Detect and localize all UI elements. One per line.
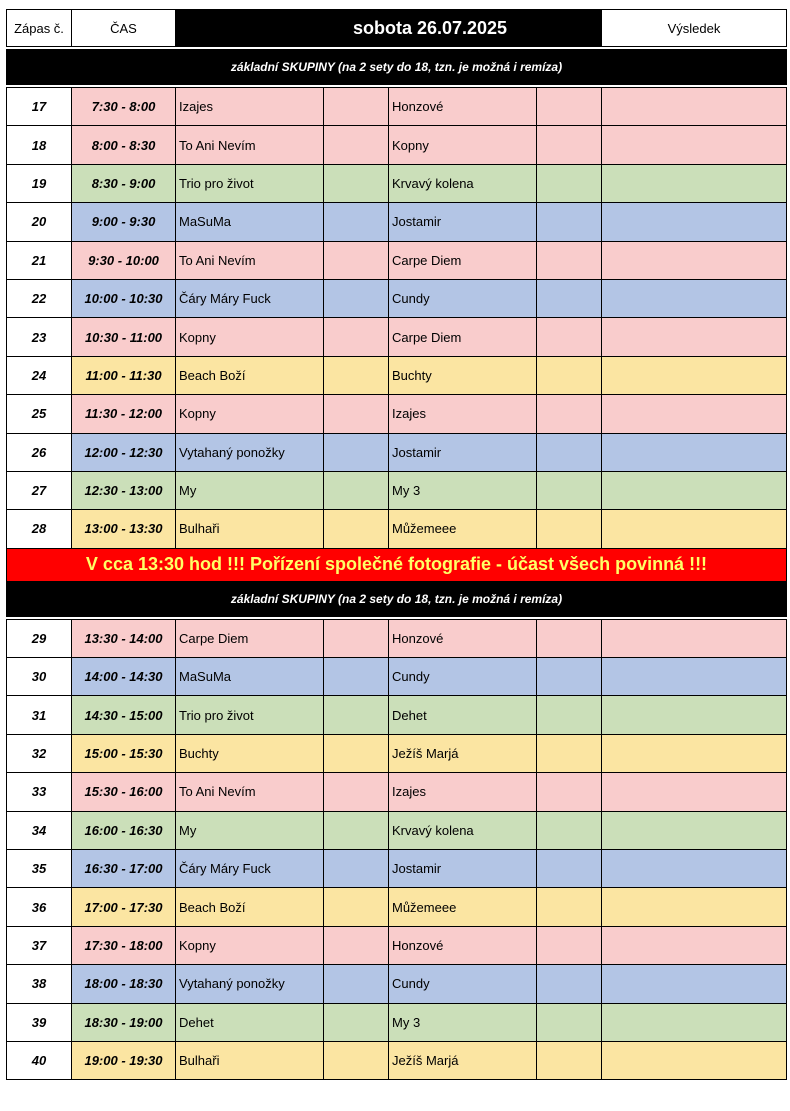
match-row [7,773,787,811]
team-home: Kopny [176,318,324,356]
score-home [324,696,389,734]
match-number: 18 [7,126,72,164]
match-number: 36 [7,888,72,926]
score-home [324,965,389,1003]
team-away: Dehet [389,696,537,734]
score-home [324,164,389,202]
match-time: 8:00 - 8:30 [72,126,176,164]
match-time: 9:30 - 10:00 [72,241,176,279]
team-away: Honzové [389,926,537,964]
score-home [324,126,389,164]
match-number: 23 [7,318,72,356]
score-home [324,433,389,471]
score-home [324,318,389,356]
match-time: 7:30 - 8:00 [72,88,176,126]
team-away: Jostamir [389,850,537,888]
match-time: 14:00 - 14:30 [72,658,176,696]
team-away: My 3 [389,471,537,509]
score-away [537,619,602,657]
section-header-row [7,50,787,85]
team-home: Beach Boží [176,888,324,926]
match-row [7,619,787,657]
score-away [537,734,602,772]
match-time: 13:30 - 14:00 [72,619,176,657]
team-home: MaSuMa [176,203,324,241]
team-away: Carpe Diem [389,241,537,279]
match-time: 12:00 - 12:30 [72,433,176,471]
score-home [324,279,389,317]
score-away [537,395,602,433]
match-number: 27 [7,471,72,509]
team-away: Cundy [389,965,537,1003]
match-time: 11:30 - 12:00 [72,395,176,433]
match-number: 21 [7,241,72,279]
match-result [602,164,787,202]
match-time: 15:30 - 16:00 [72,773,176,811]
match-result [602,926,787,964]
score-away [537,164,602,202]
match-result [602,850,787,888]
match-number: 20 [7,203,72,241]
match-time: 17:00 - 17:30 [72,888,176,926]
team-home: Trio pro život [176,696,324,734]
score-home [324,395,389,433]
match-time: 14:30 - 15:00 [72,696,176,734]
score-home [324,241,389,279]
score-home [324,734,389,772]
match-result [602,433,787,471]
match-row [7,696,787,734]
team-home: To Ani Nevím [176,773,324,811]
schedule-table [6,9,787,1080]
match-row [7,279,787,317]
match-row [7,510,787,548]
match-time: 11:00 - 11:30 [72,356,176,394]
date-title: sobota 26.07.2025 [324,10,537,47]
score-away [537,1003,602,1041]
team-home: Vytahaný ponožky [176,965,324,1003]
match-row [7,433,787,471]
score-home [324,619,389,657]
team-home: My [176,811,324,849]
match-row [7,395,787,433]
team-home: Čáry Máry Fuck [176,850,324,888]
score-home [324,203,389,241]
team-home: Carpe Diem [176,619,324,657]
result-header: Výsledek [602,10,787,47]
team-home: Bulhaři [176,510,324,548]
schedule-sheet [6,9,786,1080]
score-away [537,965,602,1003]
match-time: 16:30 - 17:00 [72,850,176,888]
match-row [7,318,787,356]
team-home: To Ani Nevím [176,126,324,164]
match-result [602,203,787,241]
team-away: Honzové [389,88,537,126]
match-number: 17 [7,88,72,126]
match-number: 38 [7,965,72,1003]
team-away: Ježíš Marjá [389,734,537,772]
score-home [324,811,389,849]
team-home: My [176,471,324,509]
match-time: 17:30 - 18:00 [72,926,176,964]
team-home: Kopny [176,926,324,964]
score-away [537,510,602,548]
team-away: Carpe Diem [389,318,537,356]
match-row [7,965,787,1003]
match-time: 8:30 - 9:00 [72,164,176,202]
match-number: 25 [7,395,72,433]
match-row [7,356,787,394]
score-away [537,811,602,849]
match-number: 26 [7,433,72,471]
match-result [602,888,787,926]
score-away [537,126,602,164]
match-time: 18:30 - 19:00 [72,1003,176,1041]
time-header: ČAS [72,10,176,47]
match-number: 22 [7,279,72,317]
team-away: Můžemeee [389,510,537,548]
team-home: Beach Boží [176,356,324,394]
match-row [7,126,787,164]
team-away: Krvavý kolena [389,164,537,202]
team-home: Čáry Máry Fuck [176,279,324,317]
match-result [602,318,787,356]
match-row [7,241,787,279]
match-row [7,811,787,849]
match-row [7,658,787,696]
match-number: 37 [7,926,72,964]
match-result [602,619,787,657]
match-time: 10:30 - 11:00 [72,318,176,356]
match-result [602,811,787,849]
match-number: 30 [7,658,72,696]
match-result [602,773,787,811]
score-away [537,926,602,964]
match-row [7,888,787,926]
score-home [324,510,389,548]
team-away: Krvavý kolena [389,811,537,849]
score-home [324,1003,389,1041]
team-home: Izajes [176,88,324,126]
header-spacer [176,10,324,47]
match-row [7,1003,787,1041]
score-away [537,433,602,471]
match-result [602,279,787,317]
match-result [602,510,787,548]
match-result [602,734,787,772]
match-time: 13:00 - 13:30 [72,510,176,548]
match-row [7,203,787,241]
team-away: Jostamir [389,433,537,471]
match-number: 40 [7,1041,72,1079]
match-result [602,1041,787,1079]
match-result [602,88,787,126]
match-row [7,1041,787,1079]
score-away [537,356,602,394]
score-away [537,279,602,317]
match-number: 24 [7,356,72,394]
team-home: Buchty [176,734,324,772]
score-home [324,471,389,509]
match-number: 19 [7,164,72,202]
match-row [7,734,787,772]
match-row [7,88,787,126]
score-away [537,696,602,734]
match-time: 15:00 - 15:30 [72,734,176,772]
team-away: Cundy [389,658,537,696]
match-row [7,850,787,888]
team-away: Kopny [389,126,537,164]
team-away: Izajes [389,773,537,811]
section-title: základní SKUPINY (na 2 sety do 18, tzn. je možná i remíza) [7,581,787,616]
team-home: Bulhaři [176,1041,324,1079]
score-home [324,88,389,126]
match-result [602,696,787,734]
score-home [324,850,389,888]
score-home [324,926,389,964]
score-home [324,356,389,394]
match-number-header: Zápas č. [7,10,72,47]
score-away [537,241,602,279]
score-away [537,850,602,888]
team-away: Honzové [389,619,537,657]
score-home [324,773,389,811]
match-number: 33 [7,773,72,811]
score-away [537,88,602,126]
section-title: základní SKUPINY (na 2 sety do 18, tzn. je možná i remíza) [7,50,787,85]
match-time: 19:00 - 19:30 [72,1041,176,1079]
match-row [7,164,787,202]
match-result [602,1003,787,1041]
score-away [537,658,602,696]
match-number: 34 [7,811,72,849]
team-away: Ježíš Marjá [389,1041,537,1079]
score-away [537,471,602,509]
team-away: Cundy [389,279,537,317]
team-home: Vytahaný ponožky [176,433,324,471]
photo-notice-row [7,548,787,581]
score-away [537,773,602,811]
header-row [7,10,787,47]
team-away: Můžemeee [389,888,537,926]
match-result [602,356,787,394]
team-away: Buchty [389,356,537,394]
match-result [602,241,787,279]
team-home: Dehet [176,1003,324,1041]
score-home [324,1041,389,1079]
match-number: 35 [7,850,72,888]
match-result [602,395,787,433]
score-away [537,318,602,356]
match-row [7,471,787,509]
score-away [537,1041,602,1079]
match-number: 28 [7,510,72,548]
match-time: 12:30 - 13:00 [72,471,176,509]
team-home: Kopny [176,395,324,433]
match-time: 10:00 - 10:30 [72,279,176,317]
match-time: 9:00 - 9:30 [72,203,176,241]
match-result [602,126,787,164]
match-result [602,965,787,1003]
score-away [537,203,602,241]
section-header-row [7,581,787,616]
match-result [602,471,787,509]
team-away: Jostamir [389,203,537,241]
team-home: Trio pro život [176,164,324,202]
header-spacer [537,10,602,47]
match-result [602,658,787,696]
match-time: 18:00 - 18:30 [72,965,176,1003]
match-number: 29 [7,619,72,657]
team-away: Izajes [389,395,537,433]
score-home [324,658,389,696]
score-home [324,888,389,926]
team-home: MaSuMa [176,658,324,696]
match-time: 16:00 - 16:30 [72,811,176,849]
photo-notice: V cca 13:30 hod !!! Pořízení společné fotografie - účast všech povinná !!! [7,548,787,581]
match-number: 39 [7,1003,72,1041]
match-number: 32 [7,734,72,772]
match-number: 31 [7,696,72,734]
score-away [537,888,602,926]
match-row [7,926,787,964]
team-home: To Ani Nevím [176,241,324,279]
team-away: My 3 [389,1003,537,1041]
schedule-body [7,10,787,1080]
